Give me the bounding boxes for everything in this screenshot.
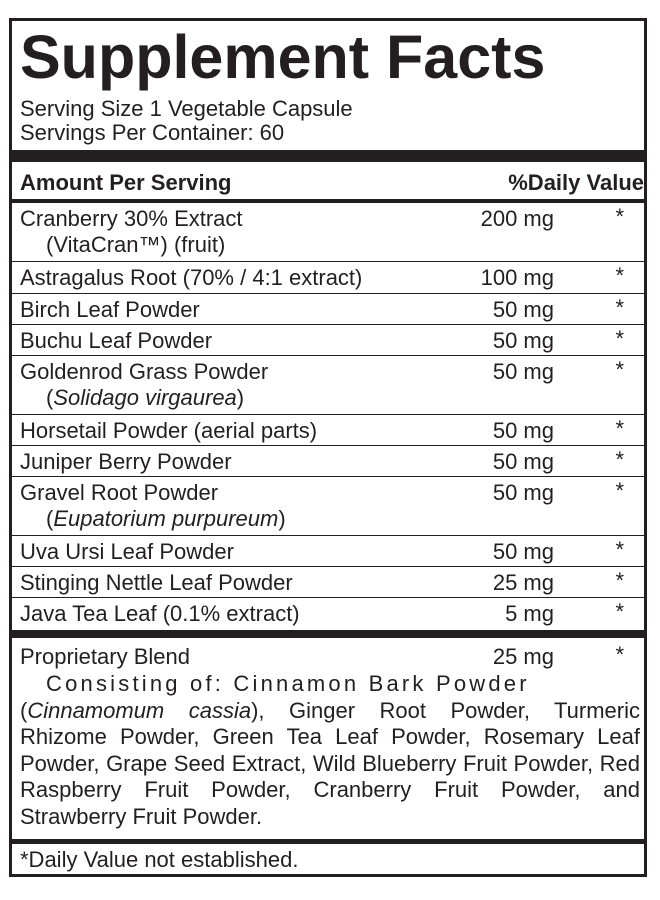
ingredient-row	[12, 356, 644, 414]
ingredient-row	[12, 598, 644, 629]
ingredient-amount: 50 mg	[492, 359, 554, 384]
footnote: *Daily Value not established.	[20, 847, 299, 872]
ingredient-daily-value: *	[615, 537, 624, 562]
ingredient-name: Juniper Berry Powder	[20, 449, 232, 474]
ingredient-name: Gravel Root Powder	[20, 480, 219, 505]
ingredient-detail: (VitaCran™) (fruit)	[46, 232, 226, 257]
ingredient-detail: (Eupatorium purpureum)	[46, 506, 286, 531]
ingredient-name: Horsetail Powder (aerial parts)	[20, 418, 318, 443]
serving-size: Serving Size 1 Vegetable Capsule	[20, 96, 353, 121]
ingredient-amount: 200 mg	[480, 206, 554, 231]
blend-consisting-line: Consisting of: Cinnamon Bark Powder	[46, 671, 530, 696]
blend-ingredient-list: ), Ginger Root Powder, Turmeric Rhizome Powder, Green Tea Leaf Powder, Rosemary Leaf Powder, Grape Seed Extract, Wild Blueberry Fruit Powder, Red Raspberry Fruit Powder, Cranberry Fruit Powder, and Strawberry Fruit Powder.	[20, 697, 640, 829]
blend-ingredients: Consisting of: Cinnamon Bark Powder (Cinnamomum cassia), Ginger Root Powder, Turmeric Rhizome Powder, Green Tea Leaf Powder, Rosemary Leaf Powder, Grape Seed Extract, Wild Blueberry Fruit Powder, Red Raspberry Fruit Powder, Cranberry Fruit Powder, and Strawberry Fruit Powder.	[20, 671, 640, 829]
ingredient-amount: 50 mg	[492, 328, 554, 353]
ingredient-name: Uva Ursi Leaf Powder	[20, 539, 234, 564]
ingredient-row	[12, 203, 644, 261]
ingredient-daily-value: *	[615, 357, 624, 382]
ingredient-row	[12, 536, 644, 566]
ingredient-name: Java Tea Leaf (0.1% extract)	[20, 601, 300, 626]
ingredient-name: Birch Leaf Powder	[20, 297, 200, 322]
ingredient-amount: 50 mg	[492, 449, 554, 474]
ingredient-row	[12, 446, 644, 476]
daily-value-header: %Daily Value	[508, 170, 644, 195]
ingredient-name: Buchu Leaf Powder	[20, 328, 213, 353]
ingredient-name: Stinging Nettle Leaf Powder	[20, 570, 293, 595]
ingredient-row	[12, 262, 644, 293]
ingredient-amount: 50 mg	[492, 418, 554, 443]
ingredient-row	[12, 325, 644, 355]
blend-daily-value: *	[615, 642, 624, 667]
latin-name: Eupatorium purpureum	[53, 506, 279, 531]
blend-amount: 25 mg	[492, 644, 554, 669]
ingredient-name: Goldenrod Grass Powder	[20, 359, 269, 384]
servings-per-container: Servings Per Container: 60	[20, 120, 285, 145]
ingredient-row	[12, 567, 644, 597]
ingredient-amount: 50 mg	[492, 480, 554, 505]
ingredient-daily-value: *	[615, 204, 624, 229]
ingredient-daily-value: *	[615, 416, 624, 441]
ingredient-row	[12, 294, 644, 324]
ingredient-detail: (Solidago virgaurea)	[46, 385, 245, 410]
thick-divider-top	[12, 150, 644, 162]
ingredient-amount: 25 mg	[492, 570, 554, 595]
ingredient-row	[12, 415, 644, 445]
amount-per-serving-header: Amount Per Serving	[20, 170, 232, 195]
thick-divider-bottom	[12, 839, 644, 844]
ingredient-daily-value: *	[615, 326, 624, 351]
ingredient-row	[12, 477, 644, 535]
ingredient-amount: 50 mg	[492, 297, 554, 322]
ingredient-amount: 100 mg	[480, 265, 554, 290]
supplement-facts-panel	[9, 18, 647, 877]
ingredient-daily-value: *	[615, 295, 624, 320]
ingredient-daily-value: *	[615, 263, 624, 288]
panel-title: Supplement Facts	[20, 23, 546, 91]
ingredient-daily-value: *	[615, 568, 624, 593]
blend-row	[12, 641, 644, 671]
ingredient-amount: 5 mg	[505, 601, 554, 626]
ingredient-name: Astragalus Root (70% / 4:1 extract)	[20, 265, 363, 290]
ingredient-amount: 50 mg	[492, 539, 554, 564]
thick-divider-blend	[12, 630, 644, 638]
ingredient-daily-value: *	[615, 447, 624, 472]
latin-name: Solidago virgaurea	[53, 385, 237, 410]
ingredient-name: Cranberry 30% Extract	[20, 206, 243, 231]
ingredient-daily-value: *	[615, 478, 624, 503]
ingredient-daily-value: *	[615, 599, 624, 624]
blend-latin-name: Cinnamomum cassia	[27, 697, 252, 723]
blend-name: Proprietary Blend	[20, 644, 190, 669]
